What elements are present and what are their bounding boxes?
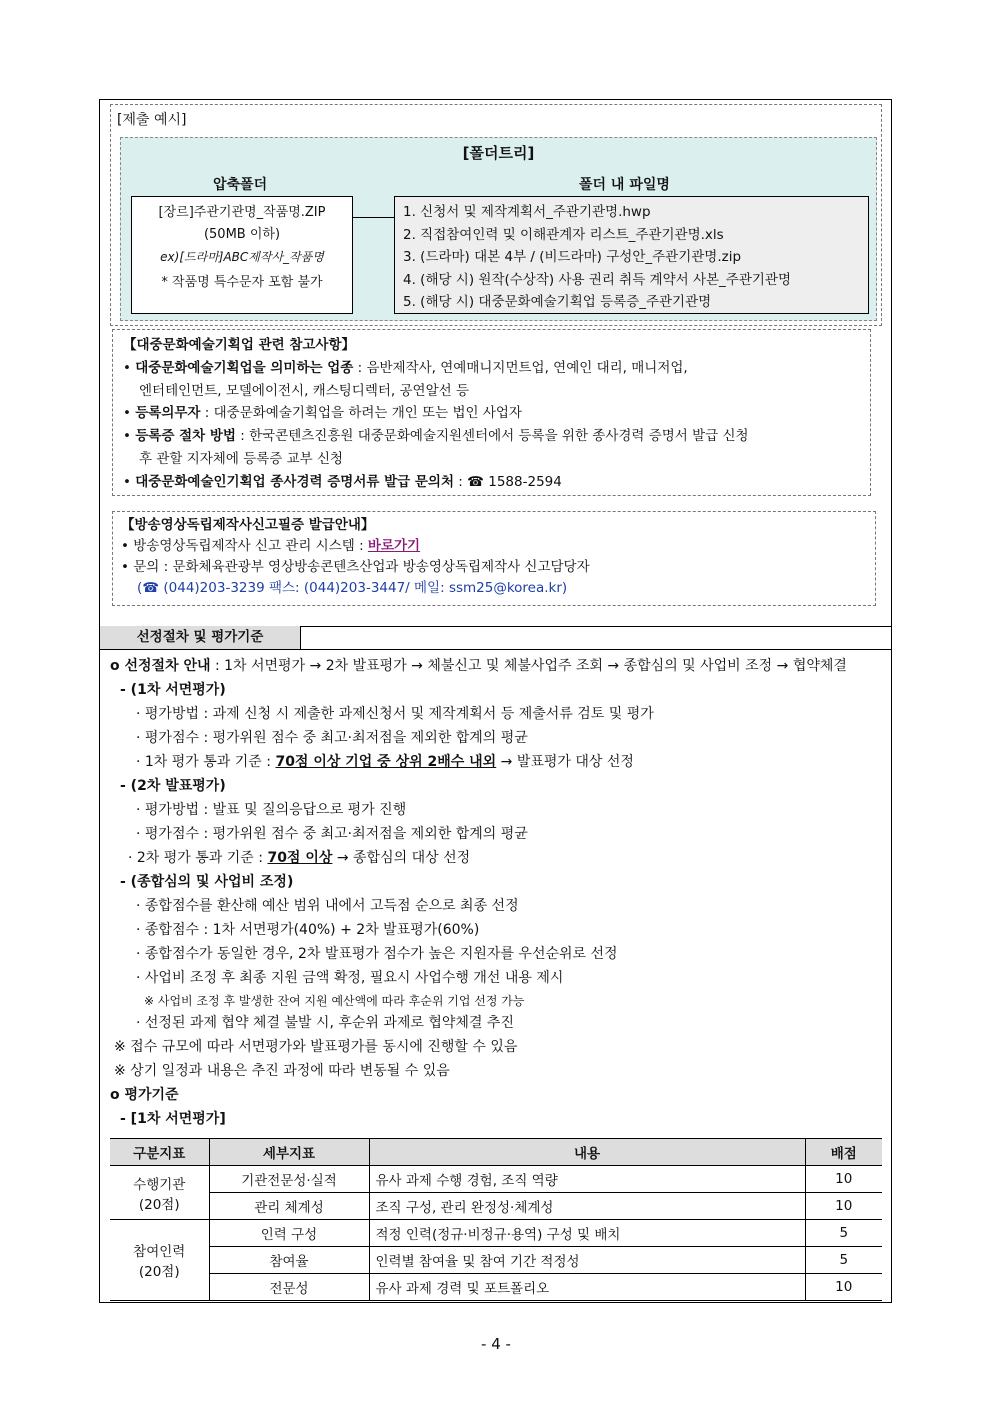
step3-item: · 종합점수를 환산해 예산 범위 내에서 고득점 순으로 최종 선정	[136, 898, 519, 914]
main-frame	[99, 99, 892, 1303]
reference-item: • 등록의무자 : 대중문화예술기획업을 하려는 개인 또는 법인 사업자	[123, 405, 522, 422]
section-title: 선정절차 및 평가기준	[100, 626, 301, 650]
zip-size-limit: (50MB 이하)	[203, 227, 281, 242]
procedure-note: ※ 접수 규모에 따라 서면평가와 발표평가를 동시에 진행할 수 있음	[114, 1039, 518, 1055]
file-item: 5. (해당 시) 대중문화예술기획업 등록증_주관기관명	[403, 294, 712, 310]
step3-item: · 종합점수 : 1차 서면평가(40%) + 2차 발표평가(60%)	[136, 922, 480, 938]
step3-note: ※ 사업비 조정 후 발생한 잔여 지원 예산액에 따라 후순위 기업 선정 가능	[144, 994, 525, 1008]
step1-method: · 평가방법 : 과제 신청 시 제출한 과제신청서 및 제작계획서 등 제출서류 검토 및 평가	[136, 706, 654, 722]
group-cell: 참여인력 (20점)	[110, 1220, 209, 1301]
files-column-header: 폴더 내 파일명	[579, 177, 670, 193]
reference-item: • 대중문화예술인기획업 종사경력 증명서류 발급 문의처 : ☎ 1588-2594	[123, 473, 562, 490]
go-link[interactable]: 바로가기	[367, 538, 421, 554]
header-content: 내용	[369, 1139, 805, 1166]
broadcast-title: 【방송영상독립제작사신고필증 발급안내】	[121, 517, 375, 533]
section-underline	[301, 649, 891, 650]
step2-heading: - (2차 발표평가)	[120, 778, 226, 794]
header-score: 배점	[805, 1139, 882, 1166]
group-cell: 수행기관 (20점)	[110, 1166, 209, 1220]
content-cell: 인력별 참여율 및 참여 기간 적정성	[369, 1247, 805, 1274]
submit-example-box	[110, 104, 882, 326]
file-item: 2. 직접참여인력 및 이해관계자 리스트_주관기관명.xls	[403, 226, 724, 243]
content-cell: 유사 과제 경력 및 포트폴리오	[369, 1274, 805, 1301]
file-list-box	[394, 196, 869, 314]
score-cell: 5	[805, 1220, 882, 1247]
page-number: - 4 -	[481, 1335, 511, 1353]
detail-cell: 관리 체계성	[209, 1193, 369, 1220]
score-cell: 10	[805, 1274, 882, 1301]
step3-heading: - (종합심의 및 사업비 조정)	[120, 874, 294, 890]
score-cell: 10	[805, 1166, 882, 1193]
procedure-overview: o 선정절차 안내 : 1차 서면평가 → 2차 발표평가 → 체불신고 및 체불사업주 조회 → 종합심의 및 사업비 조정 → 협약체결	[110, 658, 847, 674]
content-cell: 유사 과제 수행 경험, 조직 역량	[369, 1166, 805, 1193]
reference-item-cont: 후 관할 지자체에 등록증 교부 신청	[139, 450, 344, 467]
submit-example-label: [제출 예시]	[117, 112, 187, 128]
broadcast-contact-line: • 문의 : 문화체육관광부 영상방송콘텐츠산업과 방송영상독립제작사 신고담당자	[121, 559, 590, 575]
step1-pass: · 1차 평가 통과 기준 : 70점 이상 기업 중 상위 2배수 내외 → 발표평가 대상 선정	[136, 754, 634, 770]
table-row	[110, 1247, 882, 1274]
reference-item: • 대중문화예술기획업을 의미하는 업종 : 음반제작사, 연예매니지먼트업, 연예인 대리, 매니저업,	[123, 359, 688, 376]
content-cell: 적정 인력(정규·비정규·용역) 구성 및 배치	[369, 1220, 805, 1247]
header-detail: 세부지표	[209, 1139, 369, 1166]
zip-column-header: 압축폴더	[213, 177, 268, 193]
step2-method: · 평가방법 : 발표 및 질의응답으로 평가 진행	[136, 802, 407, 818]
step1-heading: - (1차 서면평가)	[120, 682, 226, 698]
table-row	[110, 1220, 882, 1247]
step3-item: · 종합점수가 동일한 경우, 2차 발표평가 점수가 높은 지원자를 우선순위로 선정	[136, 946, 618, 962]
broadcast-contact-detail: (☎ (044)203-3239 팩스: (044)203-3447/ 메일: ssm25@korea.kr)	[137, 580, 568, 596]
table-header-row	[110, 1139, 882, 1166]
reference-item-cont: 엔터테인먼트, 모델에이전시, 캐스팅디렉터, 공연알선 등	[139, 382, 469, 399]
detail-cell: 전문성	[209, 1274, 369, 1301]
evaluation-table	[110, 1138, 882, 1301]
detail-cell: 인력 구성	[209, 1220, 369, 1247]
table-row	[110, 1166, 882, 1193]
step3-item: · 사업비 조정 후 최종 지원 금액 확정, 필요시 사업수행 개선 내용 제시	[136, 970, 564, 986]
zip-example: ex)[드라마]ABC제작사_작품명	[160, 250, 324, 264]
broadcast-system-line: • 방송영상독립제작사 신고 관리 시스템 : 바로가기	[121, 538, 421, 554]
table-row	[110, 1274, 882, 1301]
step2-score: · 평가점수 : 평가위원 점수 중 최고·최저점을 제외한 합계의 평균	[136, 826, 528, 842]
score-cell: 5	[805, 1247, 882, 1274]
step1-score: · 평가점수 : 평가위원 점수 중 최고·최저점을 제외한 합계의 평균	[136, 730, 528, 746]
zip-note: * 작품명 특수문자 포함 불가	[161, 275, 323, 290]
step3-item: · 선정된 과제 협약 체결 불발 시, 후순위 과제로 협약체결 추진	[136, 1015, 514, 1031]
folder-tree	[120, 137, 877, 321]
procedure-note: ※ 상기 일정과 내용은 추진 과정에 따라 변동될 수 있음	[114, 1063, 450, 1079]
score-cell: 10	[805, 1193, 882, 1220]
folder-tree-title: [폴더트리]	[462, 144, 535, 162]
file-item: 3. (드라마) 대본 4부 / (비드라마) 구성안_주관기관명.zip	[403, 249, 742, 265]
detail-cell: 참여율	[209, 1247, 369, 1274]
criteria-subheading: - [1차 서면평가]	[120, 1111, 226, 1127]
file-item: 1. 신청서 및 제작계획서_주관기관명.hwp	[403, 204, 651, 220]
zip-name: [장르]주관기관명_작품명.ZIP	[158, 205, 326, 220]
step2-pass: · 2차 평가 통과 기준 : 70점 이상 → 종합심의 대상 선정	[128, 850, 471, 866]
reference-title: 【대중문화예술기획업 관련 참고사항】	[123, 337, 356, 353]
content-cell: 조직 구성, 관리 완정성·체계성	[369, 1193, 805, 1220]
broadcast-box	[112, 511, 876, 606]
tree-connector	[353, 217, 394, 218]
criteria-heading: o 평가기준	[110, 1087, 179, 1103]
reference-item: • 등록증 절차 방법 : 한국콘텐츠진흥원 대중문화예술지원센터에서 등록을 위한 종사경력 증명서 발급 신청	[123, 428, 749, 445]
detail-cell: 기관전문성·실적	[209, 1166, 369, 1193]
file-item: 4. (해당 시) 원작(수상작) 사용 권리 취득 계약서 사본_주관기관명	[403, 271, 792, 288]
reference-box	[112, 329, 871, 496]
zip-folder-box	[131, 196, 353, 314]
header-category: 구분지표	[110, 1139, 209, 1166]
table-row	[110, 1193, 882, 1220]
